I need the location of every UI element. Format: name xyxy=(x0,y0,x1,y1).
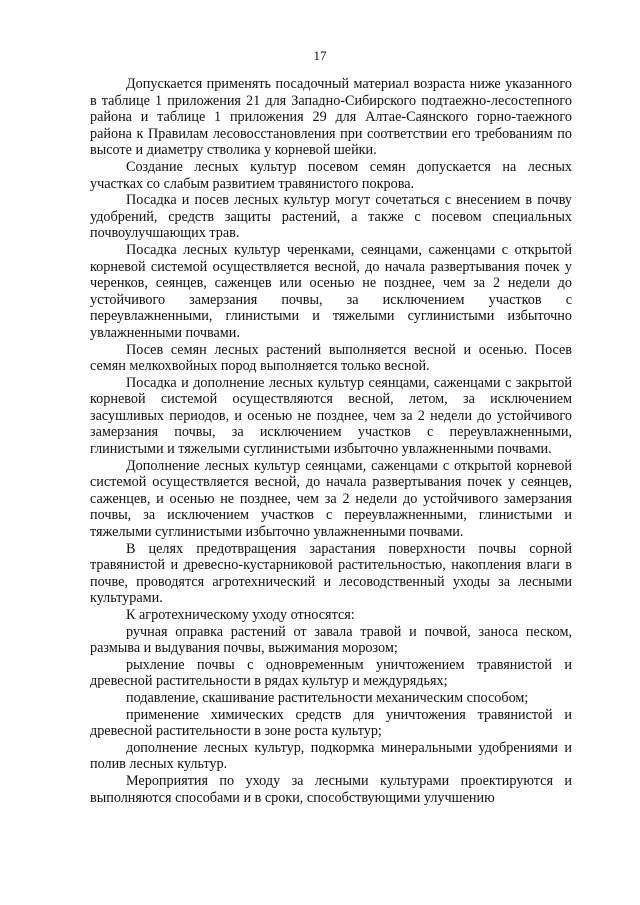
paragraph: Посадка лесных культур черенками, сеянцами, саженцами с открытой корневой системой осуществляется весной, до начала развертывания почек у черенков, сеянцев, саженцев или осенью не позднее, чем за 2 недели до устойчивого замерзания почвы, за исключением участков с переувлажненными, глинистыми и тяжелыми суглинистыми избыточно увлажненными почвами. xyxy=(90,241,572,341)
list-item: дополнение лесных культур, подкормка минеральными удобрениями и полив лесных культур. xyxy=(90,739,572,773)
paragraph: Посев семян лесных растений выполняется весной и осенью. Посев семян мелкохвойных пород выполняется только весной. xyxy=(90,341,572,375)
paragraph: Посадка и дополнение лесных культур сеянцами, саженцами с закрытой корневой системой осуществляются весной, летом, за исключением засушливых периодов, и осенью не позднее, чем за 2 недели до устойчивого замерзания почвы, за исключением участков с переувлажненными, глинистыми и тяжелыми суглинистыми избыточно увлажненными почвами. xyxy=(90,374,572,458)
list-item: рыхление почвы с одновременным уничтожением травянистой и древесной растительности в рядах культур и междурядьях; xyxy=(90,656,572,690)
list-item: применение химических средств для уничтожения травянистой и древесной растительности в зоне роста культур; xyxy=(90,706,572,740)
paragraph: Дополнение лесных культур сеянцами, саженцами с открытой корневой системой осуществляется весной, до начала развертывания почек у сеянцев, саженцев, и осенью не позднее, чем за 2 недели до устойчивого замерзания почвы, за исключением участков с переувлажненными, глинистыми и тяжелыми суглинистыми избыточно увлажненными почвами. xyxy=(90,457,572,541)
list-item: подавление, скашивание растительности механическим способом; xyxy=(126,689,529,706)
paragraph: Допускается применять посадочный материал возраста ниже указанного в таблице 1 приложения 21 для Западно-Сибирского подтаежно-лесостепного района и таблице 1 приложения 29 для Алтае-Саянского горно-таежного района к Правилам лесовосстановления при соответствии его требованиям по высоте и диаметру стволика у корневой шейки. xyxy=(90,76,572,159)
paragraph: Посадка и посев лесных культур могут сочетаться с внесением в почву удобрений, средств защиты растений, а также с посевом специальных почвоулучшающих трав. xyxy=(90,192,572,242)
document-body xyxy=(90,76,572,806)
list-item: ручная оправка растений от завала травой и почвой, заноса песком, размыва и выдувания почвы, выжимания морозом; xyxy=(90,623,572,657)
paragraph: Создание лесных культур посевом семян допускается на лесных участках со слабым развитием травянистого покрова. xyxy=(90,158,572,192)
paragraph: Мероприятия по уходу за лесными культурами проектируются и выполняются способами и в сроки, способствующими улучшению xyxy=(90,772,572,806)
paragraph: В целях предотвращения зарастания поверхности почвы сорной травянистой и древесно-кустарниковой растительностью, накопления влаги в почве, проводятся агротехнический и лесоводственный уходы за лесными культурами. xyxy=(90,540,572,607)
paragraph: К агротехническому уходу относятся: xyxy=(126,607,355,623)
page-number: 17 xyxy=(313,48,327,63)
